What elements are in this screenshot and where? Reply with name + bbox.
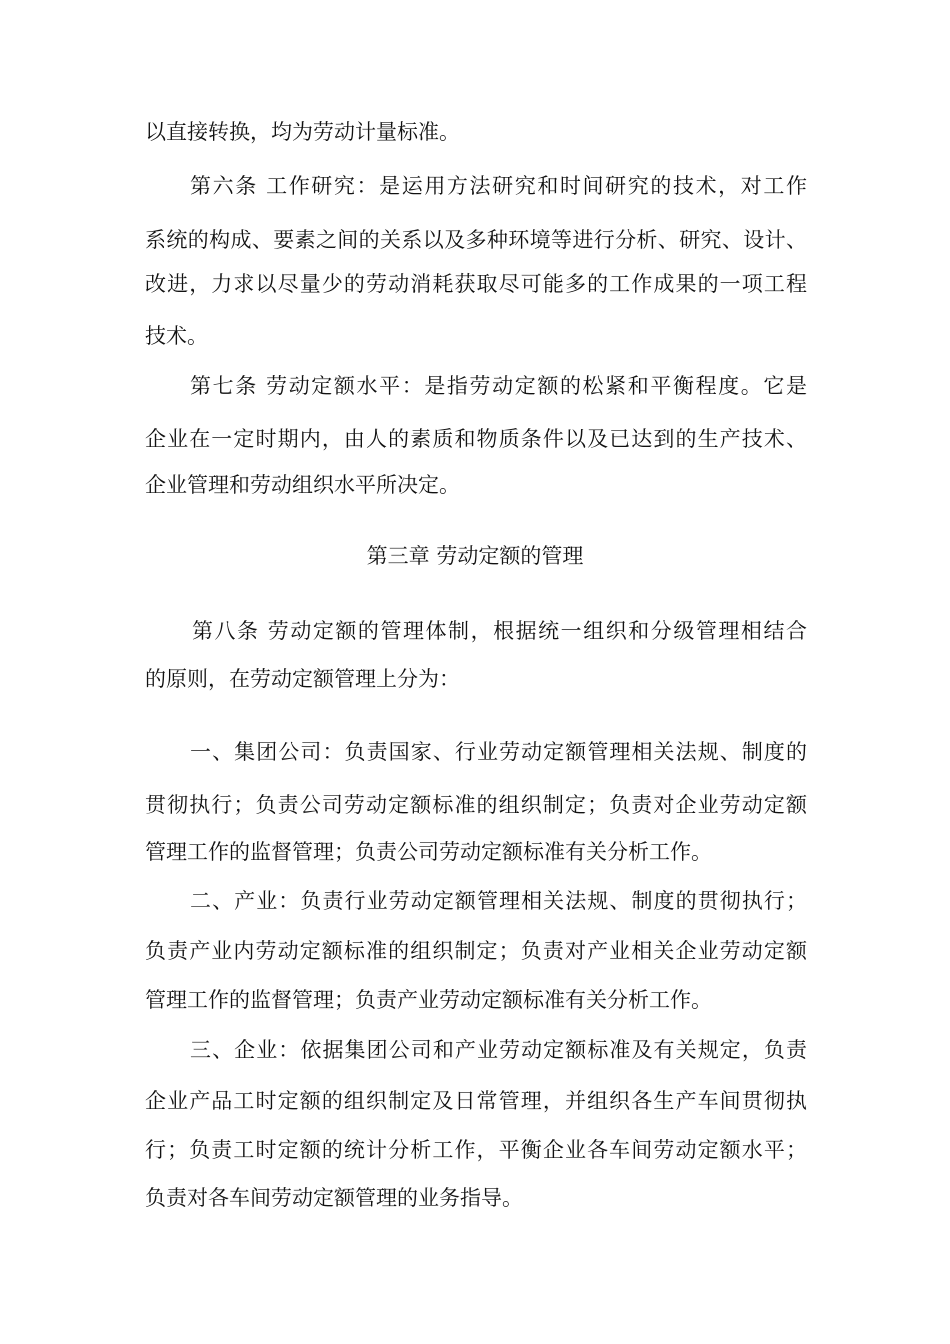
text-line: 系统的构成、要素之间的关系以及多种环境等进行分析、研究、设计、 [145,228,807,252]
text-line: 第七条 劳动定额水平：是指劳动定额的松紧和平衡程度。它是 [190,374,807,398]
text-line: 负责对各车间劳动定额管理的业务指导。 [145,1186,523,1210]
text-line: 企业在一定时期内，由人的素质和物质条件以及已达到的生产技术、 [145,427,807,451]
text-line: 技术。 [145,324,208,348]
text-line: 二、产业：负责行业劳动定额管理相关法规、制度的贯彻执行； [190,889,807,913]
text-line: 第六条 工作研究：是运用方法研究和时间研究的技术，对工作 [190,174,807,198]
text-line: 企业管理和劳动组织水平所决定。 [145,473,460,497]
text-line: 企业产品工时定额的组织制定及日常管理，并组织各生产车间贯彻执 [145,1089,807,1113]
text-line: 管理工作的监督管理；负责产业劳动定额标准有关分析工作。 [145,988,712,1012]
text-line: 三、企业：依据集团公司和产业劳动定额标准及有关规定，负责 [190,1038,807,1062]
text-line: 负责产业内劳动定额标准的组织制定；负责对产业相关企业劳动定额 [145,939,807,963]
text-line: 的原则，在劳动定额管理上分为： [145,667,460,691]
text-line: 一、集团公司：负责国家、行业劳动定额管理相关法规、制度的 [190,740,807,764]
text-line: 第八条 劳动定额的管理体制，根据统一组织和分级管理相结合 [192,619,807,643]
text-line: 改进，力求以尽量少的劳动消耗获取尽可能多的工作成果的一项工程 [145,272,807,296]
text-line: 以直接转换，均为劳动计量标准。 [145,120,460,144]
text-line: 行；负责工时定额的统计分析工作，平衡企业各车间劳动定额水平； [145,1138,807,1162]
text-line: 管理工作的监督管理；负责公司劳动定额标准有关分析工作。 [145,840,712,864]
text-line: 贯彻执行；负责公司劳动定额标准的组织制定；负责对企业劳动定额 [145,793,807,817]
chapter-heading: 第三章 劳动定额的管理 [366,544,584,568]
